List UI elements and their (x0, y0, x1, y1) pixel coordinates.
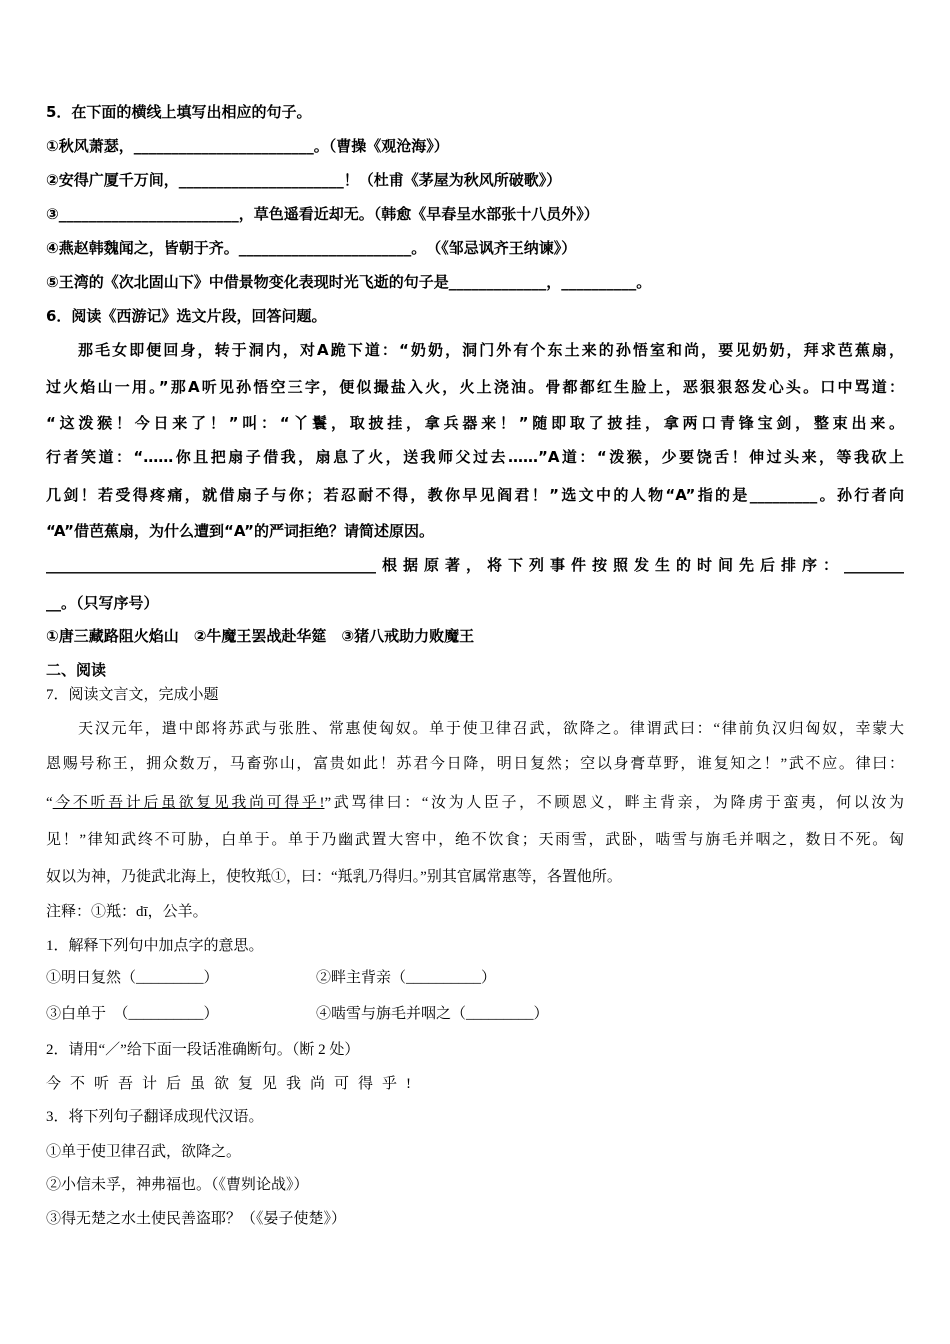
q6-title: 6．阅读《西游记》选文片段，回答问题。 (46, 307, 327, 325)
q7-sub1-item: ②畔主背亲（__________） (316, 970, 497, 986)
q7-passage-line: 见！”律知武终不可胁，白单于。单于乃幽武置大窖中，绝不饮食；天雨雪，武卧，啮雪与旃毛并咽之，数日不死。匈 (46, 832, 904, 848)
q7-note: 注释：①羝：dī，公羊。 (46, 904, 208, 920)
q7-passage-line: 奴以为神，乃徙武北海上，使牧羝①，曰：“羝乳乃得归。”别其官属常惠等，各置他所。 (46, 869, 622, 885)
q6-passage-line: “这泼猴！今日来了！”叫：“丫鬟，取披挂，拿兵器来！”随即取了披挂，拿两口青锋宝剑，整束出来。 (46, 414, 904, 432)
q5-title: 5．在下面的横线上填写出相应的句子。 (46, 103, 312, 121)
q5-item-5: ⑤王湾的《次北固山下》中借景物变化表现时光飞逝的句子是_____________，__________。 (46, 273, 652, 291)
q6-answer-line: ____________________________________________根据原著，将下列事件按照发生的时间先后排序：________ (46, 556, 904, 574)
q6-events: ①唐三藏路阻火焰山 ②牛魔王罢战赴华筵 ③猪八戒助力败魔王 (46, 627, 475, 645)
q7-sub3-title: 3．将下列句子翻译成现代汉语。 (46, 1109, 264, 1125)
q7-title: 7．阅读文言文，完成小题 (46, 687, 219, 703)
q7-sub1-title: 1．解释下列句中加点字的意思。 (46, 938, 264, 954)
q5-item-4: ④燕赵韩魏闻之，皆朝于齐。_______________________。 （《邹忌讽齐王纳谏》） (46, 239, 577, 257)
q7-sub3-item: ③得无楚之水土使民善盗耶？（《晏子使楚》） (46, 1211, 347, 1227)
q6-passage-line: 行者笑道：“……你且把扇子借我，扇息了火，送我师父过去……”A道：“泼猴，少要饶舌！伸过头来，等我砍上 (46, 448, 904, 466)
q7-sub1-item: ①明日复然（_________） (46, 970, 219, 986)
q5-item-2: ②安得广厦千万间，______________________！（杜甫《茅屋为秋风所破歌》） (46, 171, 562, 189)
q5-item-3: ③________________________，草色遥看近却无。（韩愈《早春呈水部张十八员外》） (46, 205, 599, 223)
q7-sub3-item: ①单于使卫律召武，欲降之。 (46, 1144, 242, 1160)
underlined-sentence: 今不听吾计后虽欲复见我尚可得乎! (52, 795, 325, 811)
q5-item-1: ①秋风萧瑟，________________________。（曹操《观沧海》） (46, 137, 449, 155)
quote-open: “ (46, 795, 53, 811)
q6-answer-line-end: __。（只写序号） (46, 594, 159, 612)
q7-sub1-item: ④啮雪与旃毛并咽之（_________） (316, 1006, 549, 1022)
q7-sub3-item: ②小信未孚，神弗福也。（《曹刿论战》） (46, 1177, 309, 1193)
q6-passage-line: 过火焰山一用。”那A听见孙悟空三字，便似撮盐入火，火上浇油。骨都都红生脸上，恶狠狠怒发心头。口中骂道： (46, 378, 904, 396)
q7-sub1-item: ③白单于 （__________） (46, 1006, 219, 1022)
section-heading: 二、阅读 (46, 661, 107, 679)
q6-passage-line: 那毛女即便回身，转于洞内，对A跪下道：“奶奶，洞门外有个东土来的孙悟室和尚，要见奶奶，拜求芭蕉扇， (78, 341, 904, 359)
q7-sub2-title: 2．请用“／”给下面一段话准确断句。（断 2 处） (46, 1042, 360, 1058)
q7-passage-line-quote (46, 792, 904, 814)
q7-sub2-sentence: 今不听吾计后虽欲复见我尚可得乎! (46, 1076, 420, 1092)
q6-passage-line: 几剑！若受得疼痛，就借扇子与你；若忍耐不得，教你早见阎君！”选文中的人物“A”指的是_________。孙行者向 (46, 486, 904, 504)
q7-passage-line: 天汉元年，遣中郎将苏武与张胜、常惠使匈奴。单于使卫律召武，欲降之。律谓武曰：“律前负汉归匈奴，幸蒙大 (78, 721, 904, 737)
q7-passage-line: 恩赐号称王，拥众数万，马畜弥山，富贵如此！苏君今日降，明日复然；空以身膏草野，谁复知之！”武不应。律曰： (46, 756, 904, 772)
quote-rest: ”武骂律曰：“汝为人臣子，不顾恩义，畔主背亲，为降虏于蛮夷，何以汝为 (324, 795, 904, 811)
q6-question: “A”借芭蕉扇，为什么遭到“A”的严词拒绝？请简述原因。 (46, 522, 434, 540)
